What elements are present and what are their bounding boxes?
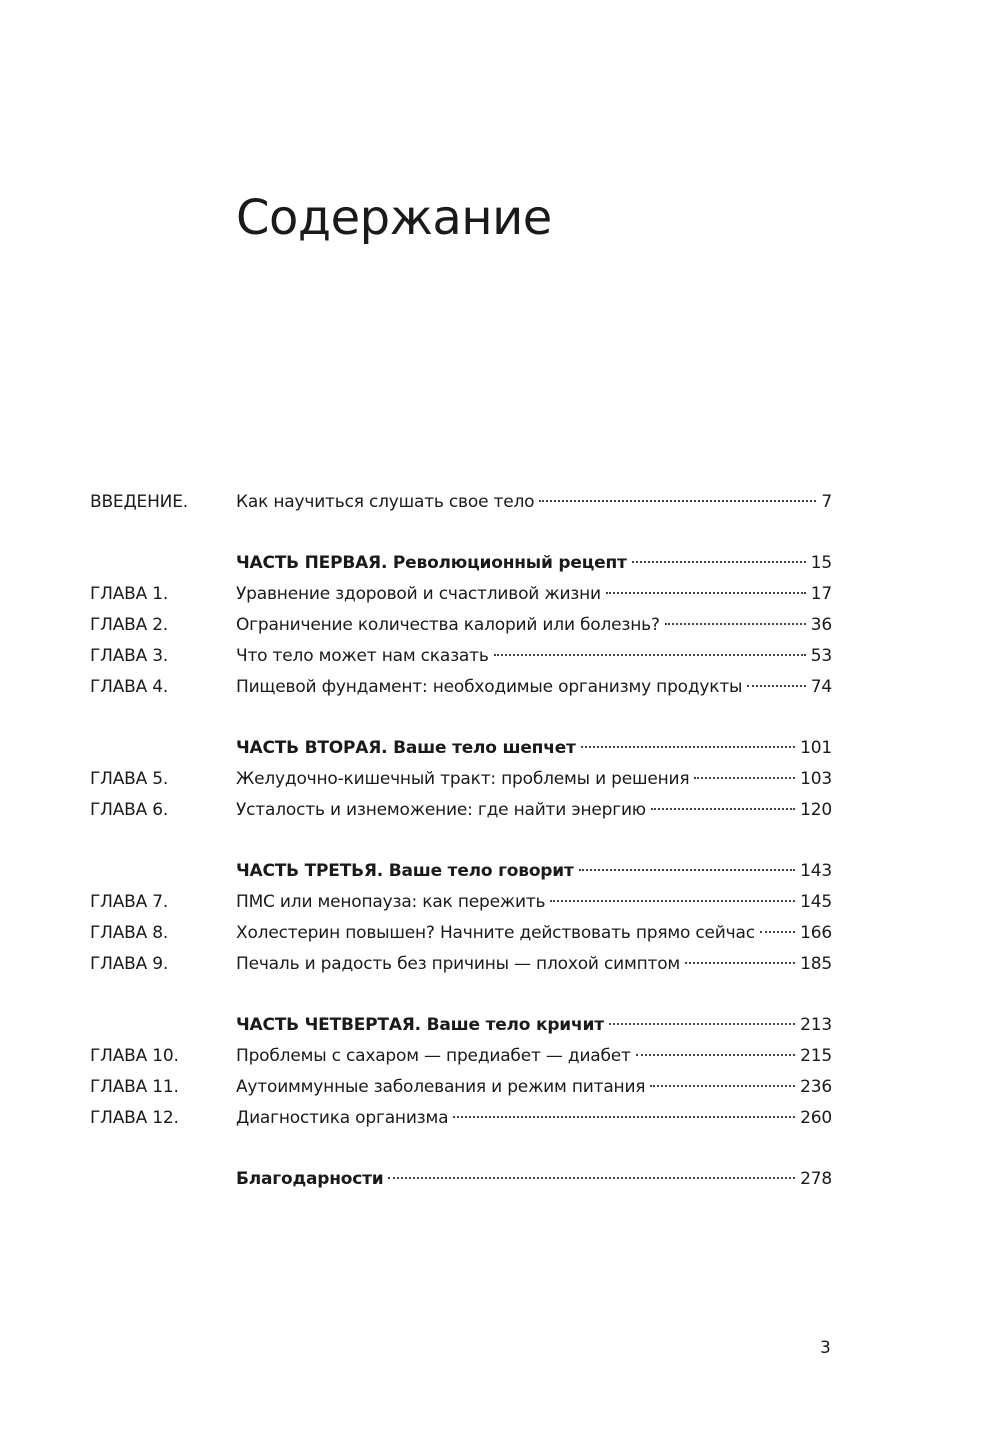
- page-title: Содержание: [236, 190, 552, 246]
- toc-leader-dots: [388, 1176, 795, 1179]
- toc-page-number: 185: [800, 954, 832, 974]
- toc-label: ГЛАВА 12.: [90, 1108, 179, 1128]
- toc-page-number: 7: [821, 492, 832, 512]
- toc-row-acknowledgements[interactable]: [90, 1164, 832, 1195]
- toc-row-chapter-1[interactable]: [90, 579, 832, 610]
- toc-page-number: 74: [810, 677, 832, 697]
- toc-page-number: 143: [800, 861, 832, 881]
- toc-page-number: 36: [810, 615, 832, 635]
- toc-label: ГЛАВА 2.: [90, 615, 169, 635]
- toc-row-part-2[interactable]: [90, 733, 832, 764]
- toc-row-chapter-4[interactable]: [90, 672, 832, 703]
- toc-leader-dots: [606, 591, 806, 594]
- toc-leader-dots: [632, 560, 806, 563]
- toc-part-title: Благодарности: [236, 1169, 384, 1189]
- toc-title: Что тело может нам сказать: [236, 646, 489, 666]
- toc-leader-dots: [539, 499, 816, 502]
- toc-row-introduction[interactable]: [90, 487, 832, 518]
- toc-title: Желудочно-кишечный тракт: проблемы и решения: [236, 769, 690, 789]
- page-number: 3: [820, 1338, 831, 1358]
- toc-page-number: 145: [800, 892, 832, 912]
- toc-row-chapter-11[interactable]: [90, 1072, 832, 1103]
- toc-label: ГЛАВА 8.: [90, 923, 169, 943]
- toc-page-number: 215: [800, 1046, 832, 1066]
- toc-title: Усталость и изнеможение: где найти энергию: [236, 800, 646, 820]
- table-of-contents: [90, 487, 832, 1195]
- toc-leader-dots: [651, 807, 795, 810]
- toc-title: Печаль и радость без причины — плохой симптом: [236, 954, 681, 974]
- toc-page-number: 103: [800, 769, 832, 789]
- toc-title: Уравнение здоровой и счастливой жизни: [236, 584, 601, 604]
- toc-row-chapter-12[interactable]: [90, 1103, 832, 1134]
- toc-label: ГЛАВА 6.: [90, 800, 169, 820]
- toc-page-number: 278: [800, 1169, 832, 1189]
- toc-label: ГЛАВА 3.: [90, 646, 169, 666]
- toc-title: ПМС или менопауза: как пережить: [236, 892, 546, 912]
- toc-title: Ограничение количества калорий или болезнь?: [236, 615, 660, 635]
- toc-row-chapter-2[interactable]: [90, 610, 832, 641]
- toc-title: Как научиться слушать свое тело: [236, 492, 535, 512]
- toc-label: ГЛАВА 10.: [90, 1046, 179, 1066]
- toc-leader-dots: [581, 745, 795, 748]
- toc-page-number: 53: [810, 646, 832, 666]
- toc-page-number: 236: [800, 1077, 832, 1097]
- toc-leader-dots: [579, 868, 796, 871]
- toc-label: ВВЕДЕНИЕ.: [90, 492, 188, 512]
- toc-leader-dots: [760, 930, 795, 933]
- toc-page-number: 101: [800, 738, 832, 758]
- toc-row-chapter-8[interactable]: [90, 918, 832, 949]
- toc-label: ГЛАВА 1.: [90, 584, 169, 604]
- toc-row-part-4[interactable]: [90, 1010, 832, 1041]
- toc-label: ГЛАВА 7.: [90, 892, 169, 912]
- toc-leader-dots: [550, 899, 795, 902]
- toc-row-part-1[interactable]: [90, 548, 832, 579]
- toc-title: Диагностика организма: [236, 1108, 449, 1128]
- toc-row-chapter-7[interactable]: [90, 887, 832, 918]
- toc-page-number: 260: [800, 1108, 832, 1128]
- toc-title: Аутоиммунные заболевания и режим питания: [236, 1077, 646, 1097]
- toc-part-title: ЧАСТЬ ВТОРАЯ. Ваше тело шепчет: [236, 738, 576, 758]
- toc-leader-dots: [494, 653, 806, 656]
- toc-page-number: 166: [800, 923, 832, 943]
- toc-leader-dots: [685, 961, 795, 964]
- toc-row-chapter-5[interactable]: [90, 764, 832, 795]
- toc-leader-dots: [694, 776, 795, 779]
- toc-row-chapter-3[interactable]: [90, 641, 832, 672]
- toc-leader-dots: [665, 622, 806, 625]
- toc-label: ГЛАВА 11.: [90, 1077, 179, 1097]
- toc-title: Холестерин повышен? Начните действовать прямо сейчас: [236, 923, 755, 943]
- toc-row-chapter-9[interactable]: [90, 949, 832, 980]
- toc-page-number: 120: [800, 800, 832, 820]
- toc-row-chapter-6[interactable]: [90, 795, 832, 826]
- toc-title: Пищевой фундамент: необходимые организму продукты: [236, 677, 743, 697]
- toc-row-part-3[interactable]: [90, 856, 832, 887]
- toc-label: ГЛАВА 4.: [90, 677, 169, 697]
- toc-leader-dots: [636, 1053, 795, 1056]
- toc-label: ГЛАВА 5.: [90, 769, 169, 789]
- toc-label: ГЛАВА 9.: [90, 954, 169, 974]
- toc-page-number: 15: [810, 553, 832, 573]
- toc-leader-dots: [453, 1115, 795, 1118]
- toc-page-number: 17: [810, 584, 832, 604]
- toc-part-title: ЧАСТЬ ПЕРВАЯ. Революционный рецепт: [236, 553, 627, 573]
- toc-title: Проблемы с сахаром — предиабет — диабет: [236, 1046, 631, 1066]
- toc-page-number: 213: [800, 1015, 832, 1035]
- toc-leader-dots: [609, 1022, 795, 1025]
- toc-leader-dots: [747, 684, 805, 687]
- toc-row-chapter-10[interactable]: [90, 1041, 832, 1072]
- toc-part-title: ЧАСТЬ ТРЕТЬЯ. Ваше тело говорит: [236, 861, 574, 881]
- toc-part-title: ЧАСТЬ ЧЕТВЕРТАЯ. Ваше тело кричит: [236, 1015, 604, 1035]
- toc-leader-dots: [650, 1084, 795, 1087]
